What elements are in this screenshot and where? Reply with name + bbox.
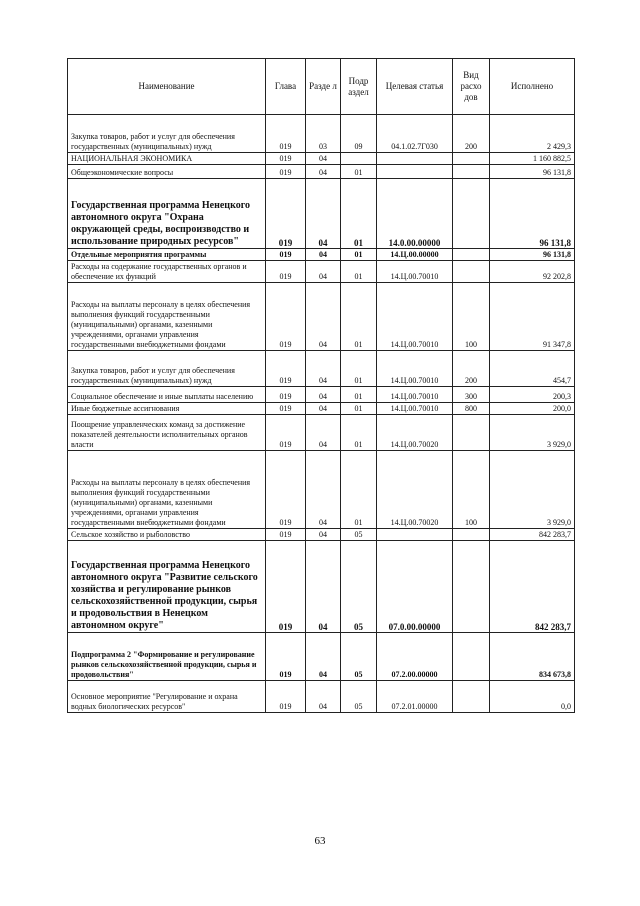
cell-podrazdel: 01	[341, 261, 377, 283]
cell-target: 14.0.00.00000	[377, 179, 453, 249]
cell-glava: 019	[266, 529, 306, 541]
cell-razdel: 04	[306, 415, 341, 451]
cell-podrazdel: 01	[341, 283, 377, 351]
table-row	[68, 261, 575, 283]
cell-name: Социальное обеспечение и иные выплаты населению	[68, 387, 266, 403]
cell-target: 14.Ц.00.70020	[377, 451, 453, 529]
table-row	[68, 403, 575, 415]
cell-glava: 019	[266, 681, 306, 713]
cell-name: Государственная программа Ненецкого автономного округа "Охрана окружающей среды, воспроизводство и использование природных ресурсов"	[68, 179, 266, 249]
cell-amount: 834 673,8	[490, 633, 575, 681]
cell-target	[377, 529, 453, 541]
cell-name: Закупка товаров, работ и услуг для обеспечения государственных (муниципальных) нужд	[68, 115, 266, 153]
cell-podrazdel	[341, 153, 377, 165]
cell-amount: 92 202,8	[490, 261, 575, 283]
cell-name: Подпрограмма 2 "Формирование и регулирование рынков сельскохозяйственной продукции, сырья и продовольствия"	[68, 633, 266, 681]
header-razdel: Разде л	[306, 59, 341, 115]
cell-glava: 019	[266, 283, 306, 351]
cell-podrazdel: 05	[341, 541, 377, 633]
cell-razdel: 04	[306, 541, 341, 633]
cell-vid: 300	[453, 387, 490, 403]
cell-glava: 019	[266, 115, 306, 153]
cell-name: Расходы на выплаты персоналу в целях обеспечения выполнения функций государственными (муниципальными) органами, казенными учреждениями, органами управления государственными внебюджетными фондами	[68, 451, 266, 529]
header-name: Наименование	[68, 59, 266, 115]
cell-amount: 454,7	[490, 351, 575, 387]
cell-amount: 2 429,3	[490, 115, 575, 153]
table-row	[68, 681, 575, 713]
cell-vid: 200	[453, 351, 490, 387]
cell-razdel: 04	[306, 403, 341, 415]
table-row	[68, 541, 575, 633]
cell-amount: 96 131,8	[490, 249, 575, 261]
cell-vid	[453, 529, 490, 541]
cell-amount: 96 131,8	[490, 179, 575, 249]
table-row	[68, 115, 575, 153]
cell-target: 14.Ц.00.70010	[377, 261, 453, 283]
cell-amount: 3 929,0	[490, 415, 575, 451]
cell-amount: 3 929,0	[490, 451, 575, 529]
cell-razdel: 04	[306, 153, 341, 165]
table-row	[68, 415, 575, 451]
table-row	[68, 249, 575, 261]
cell-vid	[453, 165, 490, 179]
cell-glava: 019	[266, 351, 306, 387]
cell-podrazdel: 05	[341, 633, 377, 681]
cell-podrazdel: 01	[341, 415, 377, 451]
cell-name: Закупка товаров, работ и услуг для обеспечения государственных (муниципальных) нужд	[68, 351, 266, 387]
cell-name: Государственная программа Ненецкого автономного округа "Развитие сельского хозяйства и регулирование рынков сельскохозяйственной продукции, сырья и продовольствия в Ненецком автономном округе"	[68, 541, 266, 633]
cell-razdel: 04	[306, 529, 341, 541]
cell-name: НАЦИОНАЛЬНАЯ ЭКОНОМИКА	[68, 153, 266, 165]
table-body	[68, 115, 575, 713]
page-number: 63	[314, 835, 326, 847]
cell-amount: 842 283,7	[490, 529, 575, 541]
cell-podrazdel: 01	[341, 249, 377, 261]
header-target: Целевая статья	[377, 59, 453, 115]
cell-target: 14.Ц.00.70010	[377, 387, 453, 403]
table-row	[68, 633, 575, 681]
cell-vid: 800	[453, 403, 490, 415]
table-row	[68, 283, 575, 351]
cell-vid	[453, 681, 490, 713]
cell-razdel: 04	[306, 451, 341, 529]
cell-target	[377, 153, 453, 165]
cell-vid: 200	[453, 115, 490, 153]
cell-razdel: 04	[306, 351, 341, 387]
table-row	[68, 153, 575, 165]
cell-razdel: 04	[306, 387, 341, 403]
table-row	[68, 451, 575, 529]
cell-vid	[453, 249, 490, 261]
cell-glava: 019	[266, 451, 306, 529]
cell-amount: 200,3	[490, 387, 575, 403]
cell-target: 04.1.02.7Г030	[377, 115, 453, 153]
cell-glava: 019	[266, 179, 306, 249]
header-vid: Вид расхо дов	[453, 59, 490, 115]
cell-vid	[453, 153, 490, 165]
cell-glava: 019	[266, 541, 306, 633]
cell-name: Отдельные мероприятия программы	[68, 249, 266, 261]
cell-target: 14.Ц.00.70020	[377, 415, 453, 451]
cell-name: Расходы на выплаты персоналу в целях обеспечения выполнения функций государственными (муниципальными) органами, казенными учреждениями, органами управления государственными внебюджетными фондами	[68, 283, 266, 351]
cell-razdel: 04	[306, 249, 341, 261]
cell-podrazdel: 01	[341, 451, 377, 529]
table-row	[68, 165, 575, 179]
cell-razdel: 04	[306, 283, 341, 351]
cell-glava: 019	[266, 165, 306, 179]
table-row	[68, 179, 575, 249]
cell-name: Общеэкономические вопросы	[68, 165, 266, 179]
cell-name: Поощрение управленческих команд за достижение показателей деятельности исполнительных органов власти	[68, 415, 266, 451]
cell-glava: 019	[266, 403, 306, 415]
table-row	[68, 529, 575, 541]
cell-name: Сельское хозяйство и рыболовство	[68, 529, 266, 541]
cell-podrazdel: 05	[341, 529, 377, 541]
cell-target: 07.0.00.00000	[377, 541, 453, 633]
cell-glava: 019	[266, 387, 306, 403]
cell-razdel: 04	[306, 165, 341, 179]
cell-target: 14.Ц.00.70010	[377, 283, 453, 351]
cell-amount: 0,0	[490, 681, 575, 713]
header-podrazdel: Подр аздел	[341, 59, 377, 115]
cell-name: Иные бюджетные ассигнования	[68, 403, 266, 415]
cell-target: 14.Ц.00.70010	[377, 351, 453, 387]
cell-vid	[453, 415, 490, 451]
cell-amount: 1 160 882,5	[490, 153, 575, 165]
cell-target: 14.Ц.00.00000	[377, 249, 453, 261]
cell-razdel: 04	[306, 261, 341, 283]
cell-podrazdel: 01	[341, 351, 377, 387]
cell-name: Основное мероприятие "Регулирование и охрана водных биологических ресурсов"	[68, 681, 266, 713]
cell-target	[377, 165, 453, 179]
cell-vid	[453, 261, 490, 283]
cell-glava: 019	[266, 415, 306, 451]
cell-target: 07.2.01.00000	[377, 681, 453, 713]
cell-podrazdel: 01	[341, 387, 377, 403]
table-row	[68, 351, 575, 387]
table-row	[68, 387, 575, 403]
cell-amount: 96 131,8	[490, 165, 575, 179]
cell-glava: 019	[266, 249, 306, 261]
cell-vid	[453, 633, 490, 681]
cell-glava: 019	[266, 153, 306, 165]
cell-vid	[453, 541, 490, 633]
cell-razdel: 04	[306, 681, 341, 713]
cell-glava: 019	[266, 261, 306, 283]
cell-podrazdel: 05	[341, 681, 377, 713]
header-executed: Исполнено	[490, 59, 575, 115]
budget-table	[67, 58, 575, 713]
cell-podrazdel: 01	[341, 403, 377, 415]
header-glava: Глава	[266, 59, 306, 115]
cell-amount: 200,0	[490, 403, 575, 415]
cell-target: 07.2.00.00000	[377, 633, 453, 681]
cell-razdel: 04	[306, 633, 341, 681]
cell-target: 14.Ц.00.70010	[377, 403, 453, 415]
cell-podrazdel: 01	[341, 179, 377, 249]
cell-glava: 019	[266, 633, 306, 681]
cell-podrazdel: 01	[341, 165, 377, 179]
cell-amount: 91 347,8	[490, 283, 575, 351]
cell-podrazdel: 09	[341, 115, 377, 153]
table-header-row	[68, 59, 575, 115]
cell-razdel: 03	[306, 115, 341, 153]
cell-vid	[453, 179, 490, 249]
cell-vid: 100	[453, 283, 490, 351]
cell-amount: 842 283,7	[490, 541, 575, 633]
cell-vid: 100	[453, 451, 490, 529]
cell-name: Расходы на содержание государственных органов и обеспечение их функций	[68, 261, 266, 283]
cell-razdel: 04	[306, 179, 341, 249]
